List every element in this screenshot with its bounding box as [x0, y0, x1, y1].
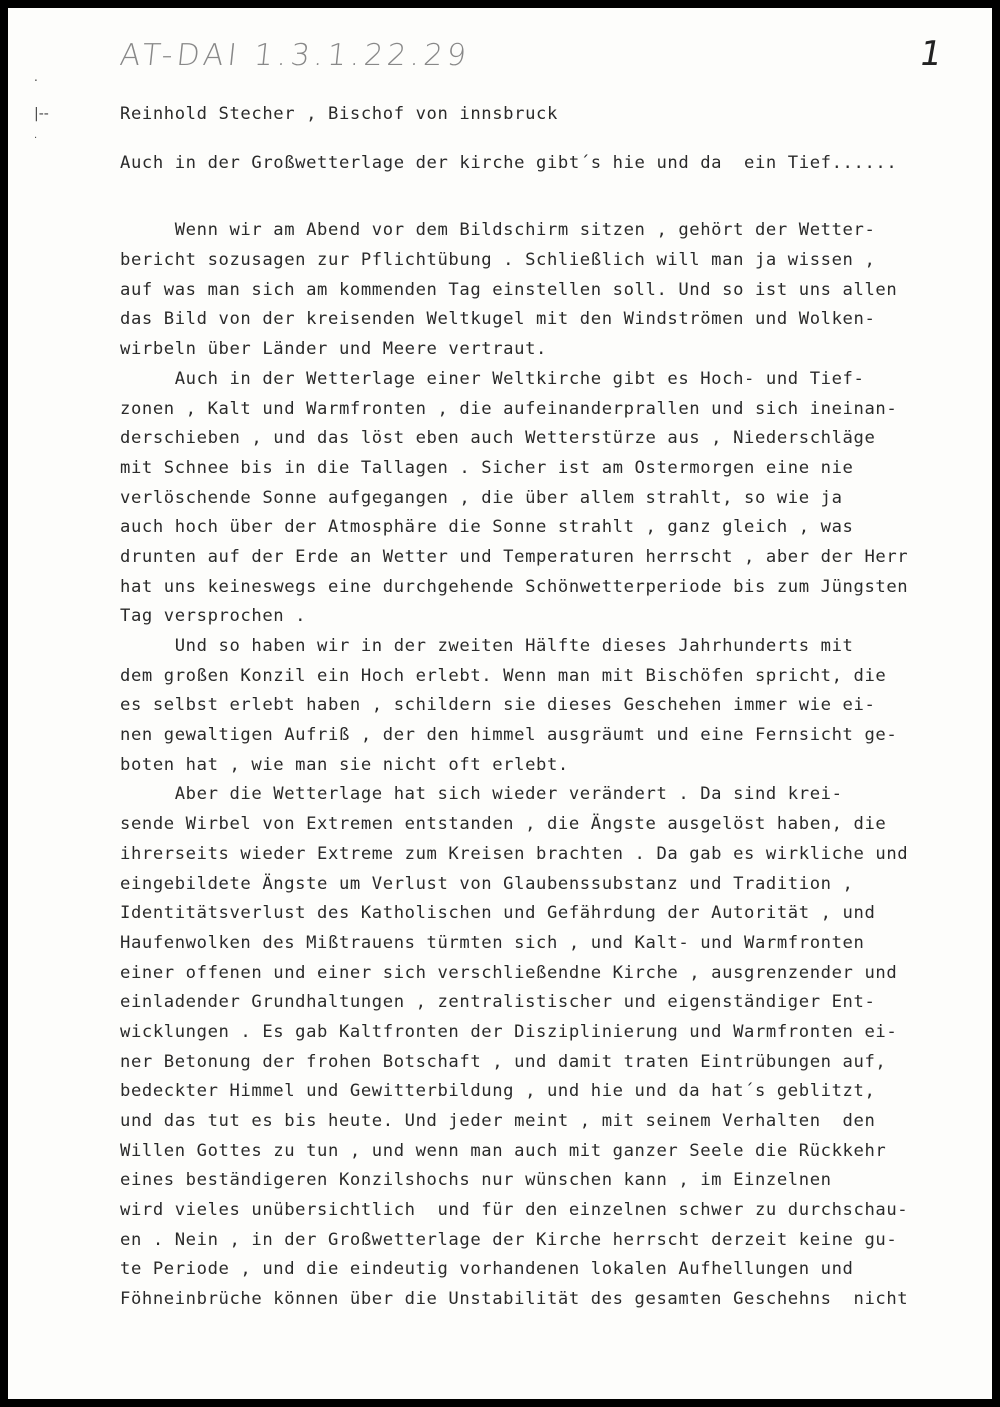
body-line: eingebildete Ängste um Verlust von Glaubenssubstanz und Tradition , [120, 873, 854, 894]
body-line: auf was man sich am kommenden Tag einstellen soll. Und so ist uns allen [120, 279, 898, 300]
body-line: nen gewaltigen Aufriß , der den himmel ausgräumt und eine Fernsicht ge- [120, 725, 898, 746]
body-line: das Bild von der kreisenden Weltkugel mit den Windströmen und Wolken- [120, 309, 876, 330]
margin-mark: |-- [34, 106, 49, 122]
body-line: verlöschende Sonne aufgegangen , die über allem strahlt, so wie ja [120, 487, 843, 508]
body-line: ihrerseits wieder Extreme zum Kreisen brachten . Da gab es wirkliche und [120, 843, 909, 864]
body-line: wicklungen . Es gab Kaltfronten der Disziplinierung und Warmfronten ei- [120, 1021, 898, 1042]
body-text [120, 216, 988, 1314]
body-line: Tag versprochen . [120, 606, 307, 627]
body-line: und das tut es bis heute. Und jeder meint , mit seinem Verhalten den [120, 1111, 876, 1131]
body-line: Aber die Wetterlage hat sich wieder verändert . Da sind krei- [120, 784, 843, 805]
body-line: sende Wirbel von Extremen entstanden , die Ängste ausgelöst haben, die [120, 814, 887, 835]
body-line: Föhneinbrüche können über die Unstabilität des gesamten Geschehns nicht [120, 1289, 909, 1310]
body-line: bedeckter Himmel und Gewitterbildung , und hie und da hat´s geblitzt, [120, 1081, 876, 1102]
archive-reference: AT-DAI 1.3.1.22.29 [118, 38, 472, 73]
body-line: auch hoch über der Atmosphäre die Sonne strahlt , ganz gleich , was [120, 517, 854, 538]
body-line: bericht sozusagen zur Pflichtübung . Schließlich will man ja wissen , [120, 250, 876, 271]
body-line: Haufenwolken des Mißtrauens türmten sich , und Kalt- und Warmfronten [120, 932, 865, 953]
body-line: mit Schnee bis in die Tallagen . Sicher ist am Ostermorgen eine nie [120, 457, 854, 478]
margin-mark: . [34, 70, 38, 84]
body-line: ner Betonung der frohen Botschaft , und damit traten Eintrübungen auf, [120, 1051, 887, 1072]
page-number: 1 [916, 34, 946, 74]
body-line: Identitätsverlust des Katholischen und Gefährdung der Autorität , und [120, 903, 876, 924]
body-line: einladender Grundhaltungen , zentralistischer und eigenständiger Ent- [120, 992, 876, 1013]
body-line: es selbst erlebt haben , schildern sie dieses Geschehen immer wie ei- [120, 695, 876, 716]
body-line: Wenn wir am Abend vor dem Bildschirm sitzen , gehört der Wetter- [120, 220, 876, 241]
title-line: Auch in der Großwetterlage der kirche gibt´s hie und da ein Tief...... [120, 152, 898, 173]
body-line: derschieben , und das löst eben auch Wetterstürze aus , Niederschläge [120, 428, 876, 449]
body-line: einer offenen und einer sich verschließendne Kirche , ausgrenzender und [120, 962, 898, 983]
author-line: Reinhold Stecher , Bischof von innsbruck [120, 104, 558, 124]
body-line: dem großen Konzil ein Hoch erlebt. Wenn man mit Bischöfen spricht, die [120, 665, 887, 686]
body-line: wirbeln über Länder und Meere vertraut. [120, 339, 547, 360]
body-line: Auch in der Wetterlage einer Weltkirche gibt es Hoch- und Tief- [120, 368, 865, 389]
body-line: drunten auf der Erde an Wetter und Temperaturen herrscht , aber der Herr [120, 546, 909, 567]
body-line: en . Nein , in der Großwetterlage der Kirche herrscht derzeit keine gu- [120, 1229, 898, 1250]
body-line: hat uns keineswegs eine durchgehende Schönwetterperiode bis zum Jüngsten [120, 576, 909, 597]
body-line: boten hat , wie man sie nicht oft erlebt. [120, 754, 569, 775]
body-line: te Periode , und die eindeutig vorhandenen lokalen Aufhellungen und [120, 1259, 854, 1280]
body-line: Und so haben wir in der zweiten Hälfte dieses Jahrhunderts mit [120, 636, 854, 656]
body-line: eines beständigeren Konzilshochs nur wünschen kann , im Einzelnen [120, 1170, 832, 1191]
document-page [8, 8, 992, 1399]
body-line: zonen , Kalt und Warmfronten , die aufeinanderprallen und sich ineinan- [120, 398, 898, 419]
typed-text-block [120, 100, 988, 1315]
margin-mark: . [34, 130, 38, 141]
body-line: wird vieles unübersichtlich und für den einzelnen schwer zu durchschau- [120, 1200, 909, 1221]
body-line: Willen Gottes zu tun , und wenn man auch mit ganzer Seele die Rückkehr [120, 1140, 887, 1161]
